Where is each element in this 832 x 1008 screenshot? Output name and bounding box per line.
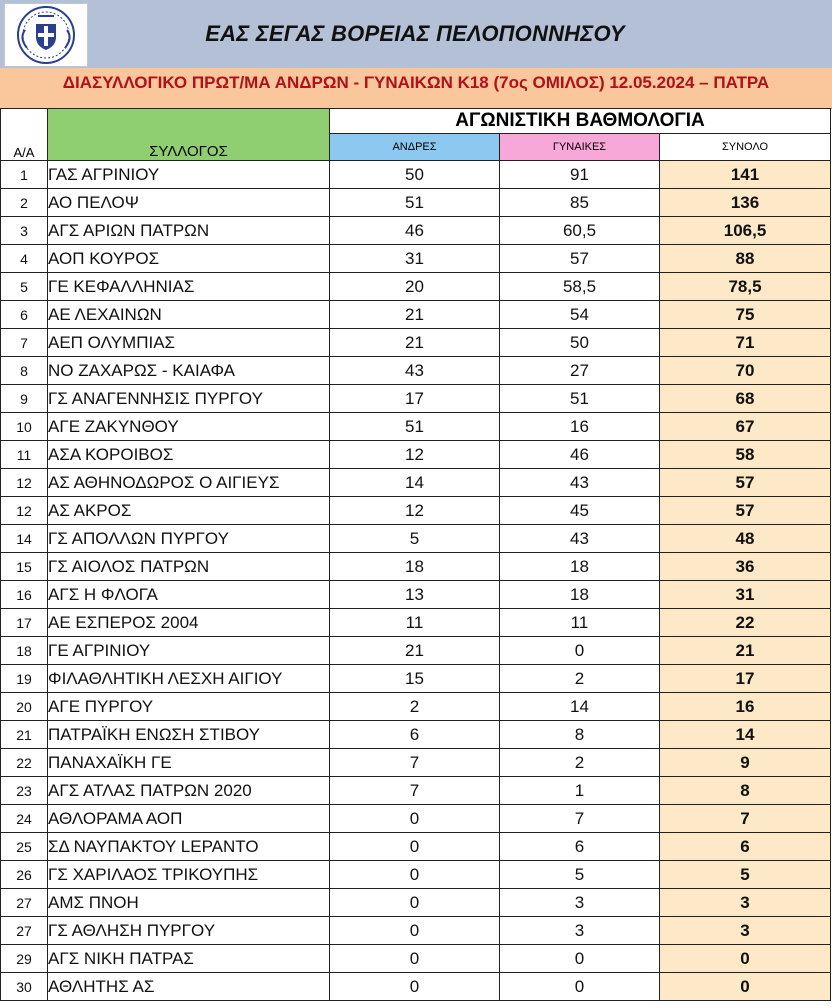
- table-row: [1, 581, 831, 609]
- column-header-club: ΣΥΛΛΟΓΟΣ: [48, 109, 330, 161]
- total-points-cell: 3: [660, 917, 831, 945]
- women-points-cell: 51: [500, 385, 660, 413]
- women-points-cell: 27: [500, 357, 660, 385]
- total-points-cell: 9: [660, 749, 831, 777]
- rank-cell: 8: [1, 357, 48, 385]
- table-row: [1, 469, 831, 497]
- men-points-cell: 5: [330, 525, 500, 553]
- club-name-cell: ΑΓΕ ΖΑΚΥΝΘΟΥ: [48, 413, 330, 441]
- men-points-cell: 7: [330, 749, 500, 777]
- table-row: [1, 833, 831, 861]
- rank-cell: 30: [1, 973, 48, 1001]
- women-points-cell: 43: [500, 469, 660, 497]
- rank-cell: 6: [1, 301, 48, 329]
- table-row: [1, 637, 831, 665]
- club-name-cell: ΣΔ ΝΑΥΠΑΚΤΟΥ LEPANTO: [48, 833, 330, 861]
- table-row: [1, 777, 831, 805]
- total-points-cell: 58: [660, 441, 831, 469]
- table-row: [1, 357, 831, 385]
- men-points-cell: 0: [330, 889, 500, 917]
- club-name-cell: ΑΘΛΟΡΑΜΑ ΑΟΠ: [48, 805, 330, 833]
- women-points-cell: 2: [500, 749, 660, 777]
- total-points-cell: 22: [660, 609, 831, 637]
- rank-cell: 1: [1, 161, 48, 189]
- total-points-cell: 78,5: [660, 273, 831, 301]
- men-points-cell: 43: [330, 357, 500, 385]
- women-points-cell: 50: [500, 329, 660, 357]
- men-points-cell: 14: [330, 469, 500, 497]
- total-points-cell: 57: [660, 469, 831, 497]
- rank-cell: 12: [1, 497, 48, 525]
- club-name-cell: ΠΑΝΑΧΑΪΚΗ ΓΕ: [48, 749, 330, 777]
- table-row: [1, 945, 831, 973]
- total-points-cell: 16: [660, 693, 831, 721]
- rank-cell: 27: [1, 889, 48, 917]
- women-points-cell: 57: [500, 245, 660, 273]
- total-points-cell: 8: [660, 777, 831, 805]
- table-row: [1, 329, 831, 357]
- club-name-cell: ΝΟ ΖΑΧΑΡΩΣ - ΚΑΙΑΦΑ: [48, 357, 330, 385]
- club-name-cell: ΓΣ ΑΙΟΛΟΣ ΠΑΤΡΩΝ: [48, 553, 330, 581]
- women-points-cell: 5: [500, 861, 660, 889]
- men-points-cell: 13: [330, 581, 500, 609]
- women-points-cell: 3: [500, 889, 660, 917]
- table-row: [1, 665, 831, 693]
- page-title: ΕΑΣ ΣΕΓΑΣ ΒΟΡΕΙΑΣ ΠΕΛΟΠΟΝΝΗΣΟΥ: [205, 21, 625, 46]
- column-header-total: ΣΥΝΟΛΟ: [660, 134, 831, 161]
- club-name-cell: ΑΓΣ ΑΤΛΑΣ ΠΑΤΡΩΝ 2020: [48, 777, 330, 805]
- club-name-cell: ΑΘΛΗΤΗΣ ΑΣ: [48, 973, 330, 1001]
- table-row: [1, 721, 831, 749]
- men-points-cell: 46: [330, 217, 500, 245]
- column-header-aa: Α/Α: [1, 109, 48, 161]
- men-points-cell: 0: [330, 945, 500, 973]
- table-row: [1, 861, 831, 889]
- table-row: [1, 889, 831, 917]
- total-points-cell: 14: [660, 721, 831, 749]
- rank-cell: 14: [1, 525, 48, 553]
- men-points-cell: 0: [330, 861, 500, 889]
- total-points-cell: 136: [660, 189, 831, 217]
- total-points-cell: 5: [660, 861, 831, 889]
- column-header-men: ΑΝΔΡΕΣ: [330, 134, 500, 161]
- rank-cell: 16: [1, 581, 48, 609]
- club-name-cell: ΓΕ ΑΓΡΙΝΙΟΥ: [48, 637, 330, 665]
- club-name-cell: ΑΕ ΕΣΠΕΡΟΣ 2004: [48, 609, 330, 637]
- women-points-cell: 18: [500, 581, 660, 609]
- club-name-cell: ΓΣ ΧΑΡΙΛΑΟΣ ΤΡΙΚΟΥΠΗΣ: [48, 861, 330, 889]
- men-points-cell: 21: [330, 637, 500, 665]
- women-points-cell: 60,5: [500, 217, 660, 245]
- rank-cell: 10: [1, 413, 48, 441]
- rank-cell: 27: [1, 917, 48, 945]
- rank-cell: 15: [1, 553, 48, 581]
- table-row: [1, 245, 831, 273]
- women-points-cell: 11: [500, 609, 660, 637]
- total-points-cell: 7: [660, 805, 831, 833]
- women-points-cell: 7: [500, 805, 660, 833]
- column-header-women: ΓΥΝΑΙΚΕΣ: [500, 134, 660, 161]
- results-body: [1, 161, 831, 1001]
- women-points-cell: 6: [500, 833, 660, 861]
- women-points-cell: 46: [500, 441, 660, 469]
- men-points-cell: 20: [330, 273, 500, 301]
- club-name-cell: ΓΑΣ ΑΓΡΙΝΙΟΥ: [48, 161, 330, 189]
- club-name-cell: ΓΣ ΑΘΛΗΣΗ ΠΥΡΓΟΥ: [48, 917, 330, 945]
- club-name-cell: ΑΓΣ ΑΡΙΩΝ ΠΑΤΡΩΝ: [48, 217, 330, 245]
- table-row: [1, 525, 831, 553]
- women-points-cell: 58,5: [500, 273, 660, 301]
- rank-cell: 7: [1, 329, 48, 357]
- men-points-cell: 17: [330, 385, 500, 413]
- women-points-cell: 91: [500, 161, 660, 189]
- rank-cell: 24: [1, 805, 48, 833]
- total-points-cell: 141: [660, 161, 831, 189]
- table-row: [1, 609, 831, 637]
- women-points-cell: 85: [500, 189, 660, 217]
- men-points-cell: 31: [330, 245, 500, 273]
- rank-cell: 2: [1, 189, 48, 217]
- men-points-cell: 12: [330, 441, 500, 469]
- table-row: [1, 749, 831, 777]
- header-row-group: [1, 109, 831, 134]
- rank-cell: 5: [1, 273, 48, 301]
- total-points-cell: 31: [660, 581, 831, 609]
- rank-cell: 21: [1, 721, 48, 749]
- rank-cell: 9: [1, 385, 48, 413]
- table-row: [1, 189, 831, 217]
- club-name-cell: ΑΣ ΑΚΡΟΣ: [48, 497, 330, 525]
- total-points-cell: 21: [660, 637, 831, 665]
- subtitle-band: [0, 68, 832, 109]
- women-points-cell: 0: [500, 973, 660, 1001]
- women-points-cell: 54: [500, 301, 660, 329]
- total-points-cell: 48: [660, 525, 831, 553]
- men-points-cell: 12: [330, 497, 500, 525]
- club-name-cell: ΑΟΠ ΚΟΥΡΟΣ: [48, 245, 330, 273]
- table-row: [1, 217, 831, 245]
- men-points-cell: 15: [330, 665, 500, 693]
- table-row: [1, 917, 831, 945]
- women-points-cell: 14: [500, 693, 660, 721]
- men-points-cell: 11: [330, 609, 500, 637]
- rank-cell: 26: [1, 861, 48, 889]
- table-row: [1, 413, 831, 441]
- total-points-cell: 6: [660, 833, 831, 861]
- club-name-cell: ΑΟ ΠΕΛΟΨ: [48, 189, 330, 217]
- women-points-cell: 45: [500, 497, 660, 525]
- club-name-cell: ΑΣ ΑΘΗΝΟΔΩΡΟΣ Ο ΑΙΓΙΕΥΣ: [48, 469, 330, 497]
- men-points-cell: 21: [330, 329, 500, 357]
- women-points-cell: 18: [500, 553, 660, 581]
- club-name-cell: ΓΣ ΑΝΑΓΕΝΝΗΣΙΣ ΠΥΡΓΟΥ: [48, 385, 330, 413]
- table-row: [1, 161, 831, 189]
- title-band: [0, 0, 832, 69]
- rank-cell: 20: [1, 693, 48, 721]
- men-points-cell: 2: [330, 693, 500, 721]
- club-name-cell: ΦΙΛΑΘΛΗΤΙΚΗ ΛΕΣΧΗ ΑΙΓΙΟΥ: [48, 665, 330, 693]
- total-points-cell: 71: [660, 329, 831, 357]
- club-name-cell: ΑΜΣ ΠΝΟΗ: [48, 889, 330, 917]
- women-points-cell: 1: [500, 777, 660, 805]
- rank-cell: 19: [1, 665, 48, 693]
- rank-cell: 4: [1, 245, 48, 273]
- table-row: [1, 441, 831, 469]
- total-points-cell: 106,5: [660, 217, 831, 245]
- results-table: [0, 108, 831, 1001]
- rank-cell: 23: [1, 777, 48, 805]
- table-row: [1, 497, 831, 525]
- men-points-cell: 0: [330, 805, 500, 833]
- rank-cell: 29: [1, 945, 48, 973]
- women-points-cell: 8: [500, 721, 660, 749]
- total-points-cell: 3: [660, 889, 831, 917]
- federation-emblem-icon: [4, 3, 88, 67]
- table-row: [1, 693, 831, 721]
- women-points-cell: 0: [500, 945, 660, 973]
- table-row: [1, 973, 831, 1001]
- club-name-cell: ΠΑΤΡΑΪΚΗ ΕΝΩΣΗ ΣΤΙΒΟΥ: [48, 721, 330, 749]
- rank-cell: 3: [1, 217, 48, 245]
- men-points-cell: 50: [330, 161, 500, 189]
- table-row: [1, 553, 831, 581]
- table-row: [1, 273, 831, 301]
- total-points-cell: 0: [660, 973, 831, 1001]
- total-points-cell: 36: [660, 553, 831, 581]
- total-points-cell: 75: [660, 301, 831, 329]
- men-points-cell: 51: [330, 189, 500, 217]
- total-points-cell: 88: [660, 245, 831, 273]
- men-points-cell: 6: [330, 721, 500, 749]
- rank-cell: 11: [1, 441, 48, 469]
- men-points-cell: 7: [330, 777, 500, 805]
- club-name-cell: ΑΓΕ ΠΥΡΓΟΥ: [48, 693, 330, 721]
- women-points-cell: 0: [500, 637, 660, 665]
- rank-cell: 17: [1, 609, 48, 637]
- women-points-cell: 16: [500, 413, 660, 441]
- rank-cell: 25: [1, 833, 48, 861]
- men-points-cell: 0: [330, 973, 500, 1001]
- club-name-cell: ΓΣ ΑΠΟΛΛΩΝ ΠΥΡΓΟΥ: [48, 525, 330, 553]
- club-name-cell: ΑΕ ΛΕΧΑΙΝΩΝ: [48, 301, 330, 329]
- women-points-cell: 2: [500, 665, 660, 693]
- club-name-cell: ΑΕΠ ΟΛΥΜΠΙΑΣ: [48, 329, 330, 357]
- column-group-score: ΑΓΩΝΙΣΤΙΚΗ ΒΑΘΜΟΛΟΓΙΑ: [330, 109, 831, 134]
- table-row: [1, 385, 831, 413]
- table-row: [1, 301, 831, 329]
- club-name-cell: ΑΓΣ Η ΦΛΟΓΑ: [48, 581, 330, 609]
- total-points-cell: 57: [660, 497, 831, 525]
- total-points-cell: 70: [660, 357, 831, 385]
- total-points-cell: 68: [660, 385, 831, 413]
- rank-cell: 22: [1, 749, 48, 777]
- event-subtitle: ΔΙΑΣΥΛΛΟΓΙΚΟ ΠΡΩΤ/ΜΑ ΑΝΔΡΩΝ - ΓΥΝΑΙΚΩΝ Κ18 (7ος ΟΜΙΛΟΣ) 12.05.2024 – ΠΑΤΡΑ: [62, 73, 770, 92]
- men-points-cell: 0: [330, 833, 500, 861]
- club-name-cell: ΑΣΑ ΚΟΡΟΙΒΟΣ: [48, 441, 330, 469]
- table-row: [1, 805, 831, 833]
- men-points-cell: 18: [330, 553, 500, 581]
- women-points-cell: 43: [500, 525, 660, 553]
- total-points-cell: 67: [660, 413, 831, 441]
- women-points-cell: 3: [500, 917, 660, 945]
- club-name-cell: ΓΕ ΚΕΦΑΛΛΗΝΙΑΣ: [48, 273, 330, 301]
- rank-cell: 18: [1, 637, 48, 665]
- total-points-cell: 0: [660, 945, 831, 973]
- total-points-cell: 17: [660, 665, 831, 693]
- men-points-cell: 21: [330, 301, 500, 329]
- club-name-cell: ΑΓΣ ΝΙΚΗ ΠΑΤΡΑΣ: [48, 945, 330, 973]
- men-points-cell: 51: [330, 413, 500, 441]
- rank-cell: 12: [1, 469, 48, 497]
- men-points-cell: 0: [330, 917, 500, 945]
